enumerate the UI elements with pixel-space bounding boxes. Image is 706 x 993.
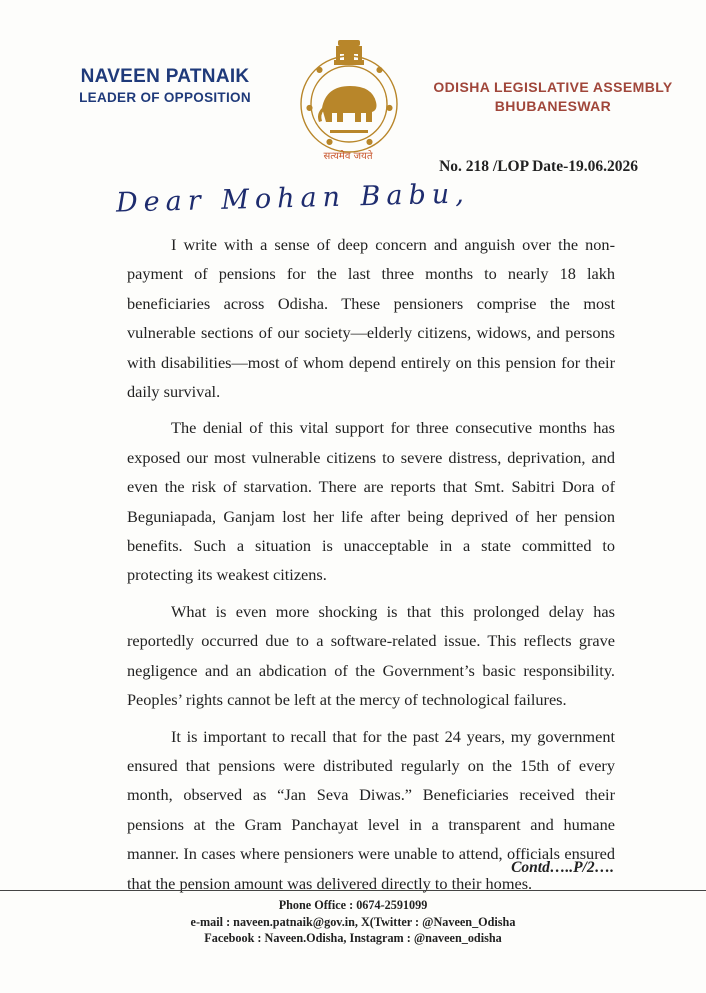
svg-text:●: ● (316, 65, 323, 74)
svg-text:●: ● (306, 103, 313, 112)
paragraph-4: It is important to recall that for the past 24 years, my government ensured that pensions were distributed regularly on the 15th of every month, observed as “Jan Seva Diwas.” Beneficiaries received their pensions at the Gram Panchayat level in a transparent and humane manner. In cases where pensioners were unable to attend, officials ensured that the pension amount was delivered directly to their homes. (127, 726, 615, 893)
footer-phone: Phone Office : 0674-2591099 (278, 898, 428, 912)
footer-social: Facebook : Naveen.Odisha, Instagram : @naveen_odisha (204, 931, 502, 945)
sender-block (64, 66, 266, 108)
assembly-block (412, 78, 694, 116)
svg-text:●: ● (386, 103, 393, 112)
paragraph-1: I write with a sense of deep concern and anguish over the non-payment of pensions for the last three months to nearly 18 lakh beneficiaries across Odisha. These pensioners comprise the most vulnerable sections of our society—elderly citizens, widows, and persons with disabilities—most of whom depend entirely on this pension for their daily survival. (127, 235, 615, 402)
handwritten-salutation: Dear Mohan Babu, (115, 178, 471, 219)
svg-text:●: ● (366, 137, 373, 146)
letter-body (127, 230, 615, 905)
footer-divider (0, 890, 706, 891)
sender-name: NAVEEN PATNAIK (80, 66, 250, 87)
footer-email: e-mail : naveen.patnaik@gov.in, X(Twitter : @Naveen_Odisha (190, 914, 516, 929)
reference-number: No. 218 /LOP Date-19.06.2026 (439, 158, 638, 175)
ashoka-emblem-seal-icon (286, 38, 412, 166)
sender-title: LEADER OF OPPOSITION (79, 90, 251, 105)
assembly-name: ODISHA LEGISLATIVE ASSEMBLY (433, 79, 673, 95)
svg-text:●: ● (326, 137, 333, 146)
svg-text:●: ● (376, 65, 383, 74)
paragraph-2: The denial of this vital support for three consecutive months has exposed our most vulnerable citizens to severe distress, deprivation, and even the risk of starvation. There are reports that Smt. Sabitri Dora of Beguniapada, Ganjam lost her life after being deprived of her pension benefits. Such a situation is unacceptable in a state committed to protecting its weakest citizens. (127, 418, 615, 585)
continuation-note: Contd…..P/2…. (511, 859, 614, 876)
footer-contact (0, 897, 706, 947)
paragraph-3: What is even more shocking is that this prolonged delay has reportedly occurred due to a software-related issue. This reflects grave negligence and an abdication of the Government’s basic responsibility. Peoples’ rights cannot be left at the mercy of technological failures. (127, 601, 615, 710)
emblem-motto: सत्यमेव जयते (323, 151, 373, 162)
assembly-city: BHUBANESWAR (494, 98, 612, 114)
